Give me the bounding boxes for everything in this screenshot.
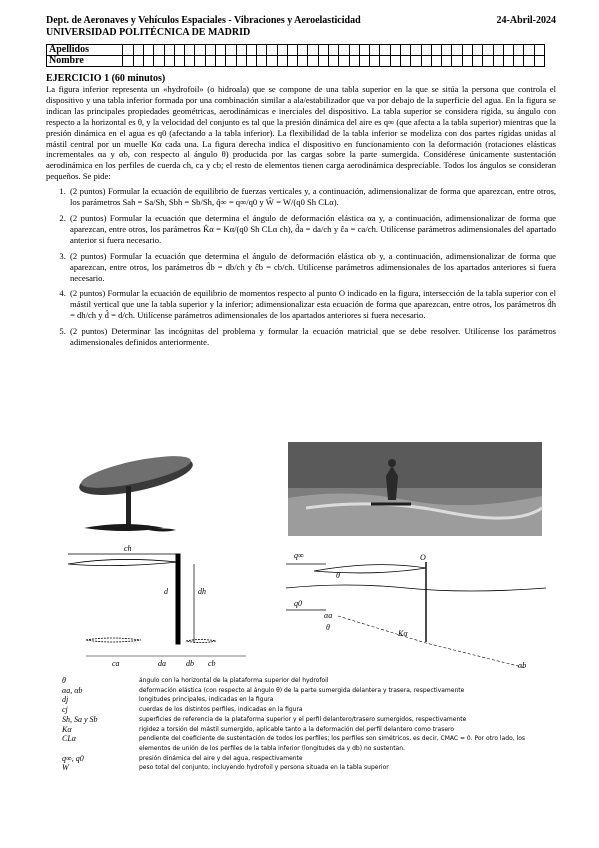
figures — [46, 438, 556, 678]
label-d: d — [164, 587, 168, 596]
label-db: db — [186, 659, 194, 668]
legend-row: q∞, q0 presión dinámica del aire y del agua, respectivamente — [62, 753, 303, 763]
question-4: 4. (2 puntos) Formular la ecuación de equilibrio de momentos respecto al punto O indicado en la figura, intersección de la tabla superior con el mástil vertical que une la tabla superior y la inferior; adimensionalizar esta ecuación de forma que aparezcan, entre otros, los parámetros d̂h = dh/ch y d̂ = d/ch. Utilícense parámetros adimensionales de los apartados anteriores si fuera necesario. — [68, 288, 556, 321]
hydrofoil-render — [76, 449, 196, 531]
university-line: UNIVERSIDAD POLITÉCNICA DE MADRID — [46, 27, 251, 38]
legend-row: W peso total del conjunto, incluyendo hydrofoil y persona situada en la tabla superior — [62, 763, 389, 773]
legend-row: CLα pendiente del coeficiente de sustentación de todos los perfiles; los perfiles son simétricos, es decir, CMAC = 0. Por otro lado, los elementos de unión de los perfiles de la tabla inferior (longitudes da y db) no sustentan. — [62, 734, 526, 752]
name-row[interactable] — [47, 56, 545, 67]
rider-photo — [288, 442, 542, 536]
exam-date: 24-Abril-2024 — [496, 15, 556, 26]
exam-header — [46, 15, 556, 39]
legend-row: θ ángulo con la horizontal de la plataforma superior del hydrofoil — [62, 676, 329, 685]
exercise-intro: La figura inferior representa un «hydrofoil» (o hidroala) que se compone de una tabla superior en la que se sitúa la persona que controla el dispositivo y una tabla inferior formada por una combinación similar a ala/estabilizador que va por debajo de la superficie del agua. En la figura se indican las principales propiedades geométricas, aerodinámicas e inerciales del dispositivo. La tabla superior se considera rígida, su ángulo con respecto a la horizontal es θ, y la velocidad del conjunto es tal que la presión dinámica del aire es q∞ (que afecta a la tabla superior) mientras que la presión dinámica en el agua es q0 (afectando a la tabla inferior). La flexibilidad de la tabla inferior se modeliza con dos partes rígidas unidas al mástil central por un muelle Kα cada una. La figura derecha indica el dispositivo en funcionamiento con la deformación (rotaciones elásticas incrementales αa y αb, con respecto al ángulo θ) producida por las cargas sobre la parte sumergida. Considérese únicamente sustentación aerodinámica en los perfiles de cuerda ch, ca y cb; el resto de elementos tienen carga aerodinámica despreciable. Todos los ángulos se consideran pequeños. Se pide: — [46, 84, 556, 182]
student-name-grid — [46, 44, 545, 67]
label-O: O — [420, 553, 426, 562]
question-3: 3. (2 puntos) Formular la ecuación que determina el ángulo de deformación elástica αb y, a continuación, adimensionalizar de forma que aparezcan, entre otros, los parámetros d̂b = db/ch y ĉb = cb/ch. Utilícense parámetros adimensionales de los apartados anteriores si fuera necesario. — [68, 251, 556, 284]
symbol-legend — [62, 676, 552, 773]
label-dh: dh — [198, 587, 206, 596]
surname-label: Apellidos — [47, 45, 123, 56]
exercise-title: EJERCICIO 1 (60 minutos) — [46, 73, 166, 84]
left-schematic — [68, 554, 246, 656]
legend-row: cj cuerdas de los distintos perfiles, indicadas en la figura — [62, 705, 303, 715]
label-theta-left: θ — [326, 623, 330, 632]
label-alpha-b: αb — [518, 661, 527, 670]
label-ca: ca — [112, 659, 120, 668]
legend-row: αa, αb deformación elástica (con respecto al ángulo θ) de la parte sumergida delantera y trasera, respectivamente — [62, 685, 465, 695]
label-ch: ch — [124, 544, 132, 553]
label-cb: cb — [208, 659, 216, 668]
label-theta-top: θ — [336, 571, 340, 580]
legend-row: Kα rigidez a torsión del mástil sumergido, aplicable tanto a la deformación del perfil delantero como trasero — [62, 724, 455, 734]
label-q0: q0 — [294, 599, 302, 608]
label-da: da — [158, 659, 166, 668]
legend-row: Sh, Sa y Sb superficies de referencia de la plataforma superior y el perfil delantero/trasero sumergidos, respectivamente — [62, 714, 467, 724]
question-list — [46, 186, 556, 348]
question-1: 1. (2 puntos) Formular la ecuación de equilibrio de fuerzas verticales y, a continuación, adimensionalizar de forma que aparezcan, entre otros, los parámetros Sah = Sa/Sh, Sbh = Sb/Sh, q̂∞ = q∞/q0 y Ŵ = W/(q0 Sh CLα). — [68, 186, 556, 208]
name-label: Nombre — [47, 56, 123, 67]
left-schematic-labels — [112, 544, 216, 668]
label-qinf: q∞ — [294, 551, 304, 560]
exercise-body — [46, 84, 556, 353]
surname-row[interactable] — [47, 45, 545, 56]
question-5: 5. (2 puntos) Determinar las incógnitas del problema y formular la ecuación matricial que se debe resolver. Utilícense los parámetros adimensionales definidos anteriormente. — [68, 326, 556, 348]
question-2: 2. (2 puntos) Formular la ecuación que determina el ángulo de deformación elástica αa y, a continuación, adimensionalizar de forma que aparezcan, entre otros, los parámetros K̂α = Kα/(q0 Sh CLα ch), d̂a = da/ch y ĉa = ca/ch. Utilícense parámetros adimensionales del apartado anterior si fuera necesario. — [68, 213, 556, 246]
label-alpha-a: αa — [324, 611, 333, 620]
label-Ka: Kα — [398, 629, 408, 638]
legend-row: dj longitudes principales, indicadas en la figura — [62, 695, 274, 705]
department-line: Dept. de Aeronaves y Vehículos Espaciales - Vibraciones y Aeroelasticidad — [46, 15, 361, 26]
